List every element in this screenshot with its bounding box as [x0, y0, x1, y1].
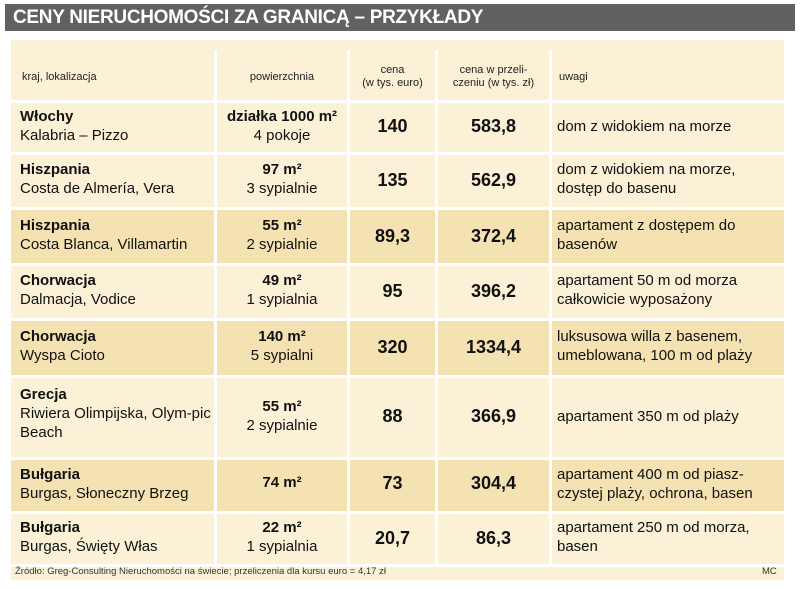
row-divider — [11, 100, 784, 103]
table-row-location — [20, 216, 215, 254]
price-eur: 140 — [377, 116, 408, 136]
place: Costa Blanca, Villamartin — [20, 236, 188, 253]
notes: apartament 400 m od piasz-czystej plaży, ochrona, basen — [557, 466, 753, 502]
price-pln: 372,4 — [470, 226, 517, 246]
notes: apartament 250 m od morza, basen — [557, 519, 750, 555]
price-eur: 135 — [377, 170, 408, 190]
area: 55 m² — [262, 398, 302, 415]
country: Bułgaria — [20, 466, 81, 483]
place: Burgas, Słoneczny Brzeg — [20, 485, 189, 502]
place: Riwiera Olimpijska, Olym-pic Beach — [20, 405, 211, 441]
table-row-location — [20, 385, 215, 442]
table-row-location — [20, 107, 215, 145]
table-row-area — [217, 216, 347, 254]
credit: MC — [762, 566, 777, 577]
country: Włochy — [20, 108, 74, 125]
area: działka 1000 m² — [226, 108, 338, 125]
notes: dom z widokiem na morze — [557, 118, 732, 135]
table-row-area — [217, 271, 347, 309]
price-pln: 583,8 — [470, 116, 517, 136]
notes: apartament 350 m od plaży — [557, 408, 739, 425]
rooms: 5 sypialni — [250, 347, 314, 364]
table-row-location — [20, 465, 215, 503]
row-divider — [11, 263, 784, 266]
place: Dalmacja, Vodice — [20, 291, 136, 308]
price-eur: 73 — [382, 473, 403, 493]
country: Chorwacja — [20, 272, 96, 289]
price-eur: 320 — [377, 337, 408, 357]
column-divider — [549, 50, 552, 564]
rooms: 3 sypialnie — [246, 180, 318, 197]
notes: apartament 50 m od morza całkowicie wyposażony — [557, 272, 738, 308]
notes: apartament z dostępem do basenów — [557, 217, 736, 253]
notes: dom z widokiem na morze, dostęp do basenu — [557, 161, 736, 197]
table-row-area — [217, 518, 347, 556]
place: Wyspa Cioto — [20, 347, 105, 364]
rooms: 2 sypialnie — [246, 417, 318, 434]
header-area: powierzchnia — [249, 71, 315, 83]
header-price-line2: (w tys. euro) — [362, 77, 423, 89]
source-note: Źródło: Greg-Consulting Nieruchomości na świecie; przeliczenia dla kursu euro = 4,17 zł — [15, 566, 386, 577]
place: Costa de Almería, Vera — [20, 180, 175, 197]
price-eur: 20,7 — [374, 528, 411, 548]
row-divider — [11, 207, 784, 210]
header-location: kraj, lokalizacja — [22, 71, 97, 83]
price-pln: 396,2 — [470, 281, 517, 301]
header-price-line1: cena — [380, 64, 405, 76]
table-row-area — [217, 160, 347, 198]
header-converted-line1: cena w przeli- — [459, 64, 528, 76]
rooms: 2 sypialnie — [246, 236, 318, 253]
header-converted — [438, 64, 549, 90]
table-row-area — [217, 107, 347, 145]
price-pln: 86,3 — [475, 528, 512, 548]
rooms: 1 sypialnia — [246, 291, 318, 308]
area: 22 m² — [262, 519, 302, 536]
table-row-location — [20, 327, 215, 365]
price-eur: 89,3 — [374, 226, 411, 246]
area: 49 m² — [262, 272, 302, 289]
rooms: 1 sypialnia — [246, 538, 318, 555]
country: Bułgaria — [20, 519, 81, 536]
price-pln: 304,4 — [470, 473, 517, 493]
area: 55 m² — [262, 217, 302, 234]
row-divider — [11, 152, 784, 155]
row-divider — [11, 318, 784, 321]
price-pln: 1334,4 — [465, 337, 522, 357]
table-row-area — [217, 473, 347, 492]
country: Hiszpania — [20, 217, 91, 234]
table-row-location — [20, 160, 215, 198]
header-price — [350, 64, 435, 90]
table-row-location — [20, 518, 215, 556]
area: 140 m² — [258, 328, 306, 345]
table-row-location — [20, 271, 215, 309]
price-eur: 95 — [382, 281, 403, 301]
area: 74 m² — [262, 474, 302, 491]
row-divider — [11, 457, 784, 460]
country: Hiszpania — [20, 161, 91, 178]
table-row-area — [217, 327, 347, 365]
header-notes: uwagi — [559, 71, 588, 83]
country: Grecja — [20, 386, 67, 403]
price-pln: 366,9 — [470, 406, 517, 426]
area: 97 m² — [262, 161, 302, 178]
row-divider — [11, 375, 784, 378]
table-row-area — [217, 397, 347, 435]
place: Kalabria – Pizzo — [20, 127, 129, 144]
table-title: CENY NIERUCHOMOŚCI ZA GRANICĄ – PRZYKŁADY — [5, 4, 795, 31]
row-divider — [11, 511, 784, 514]
country: Chorwacja — [20, 328, 96, 345]
price-pln: 562,9 — [470, 170, 517, 190]
header-converted-line2: czeniu (w tys. zł) — [452, 77, 535, 89]
place: Burgas, Święty Włas — [20, 538, 158, 555]
price-eur: 88 — [382, 406, 403, 426]
notes: luksusowa willa z basenem, umeblowana, 100 m od plaży — [557, 328, 753, 364]
rooms: 4 pokoje — [253, 127, 311, 144]
